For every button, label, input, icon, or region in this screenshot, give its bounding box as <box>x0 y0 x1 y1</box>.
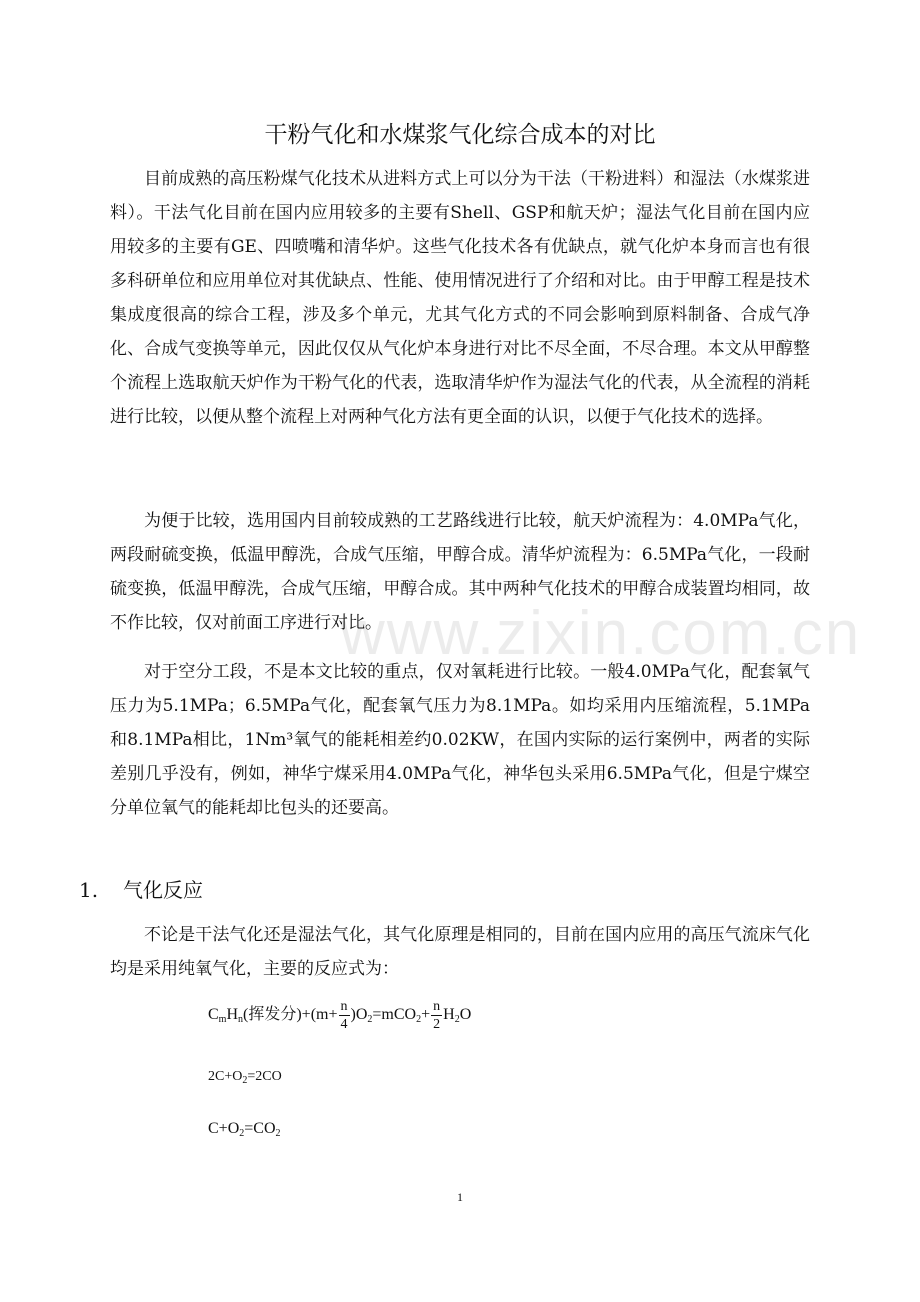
reaction-formula-co: $2C+O_2=2CO$ <box>208 1069 282 1086</box>
reaction-formula-volatiles: $C_mH_n$(挥发分)+(m+ $\frac{n}{4}$ )$O_2=mCO_2+$ $\frac{n}{2}$ $H_2O$ <box>208 999 472 1032</box>
paragraph-gasification-reaction: 不论是干法气化还是湿法气化，其气化原理是相同的，目前在国内应用的高压气流床气化均是采用纯氧气化，主要的反应式为： <box>110 925 810 979</box>
document-title: 干粉气化和水煤浆气化综合成本的对比 <box>264 122 656 148</box>
section-title: 气化反应 <box>123 878 203 902</box>
fraction-n-over-4: $\frac{n}{4}$ <box>340 999 348 1032</box>
reaction-formula-co2: $C+O_2=CO_2$ <box>208 1120 281 1139</box>
paragraph-process-route: 为便于比较，选用国内目前较成熟的工艺路线进行比较，航天炉流程为：4.0MPa气化，两段耐硫变换，低温甲醇洗，合成气压缩，甲醇合成。清华炉流程为：6.5MPa气化，一段耐硫变换，低温甲醇洗，合成气压缩，甲醇合成。其中两种气化技术的甲醇合成装置均相同，故不作比较，仅对前面工序进行对比。 <box>110 511 810 633</box>
page-number: 1 <box>457 1190 463 1204</box>
section-number: 1. <box>79 878 99 902</box>
paragraph-air-separation: 对于空分工段，不是本文比较的重点，仅对氧耗进行比较。一般4.0MPa气化，配套氧气压力为5.1MPa；6.5MPa气化，配套氧气压力为8.1MPa。如均采用内压缩流程，5.1MPa和8.1MPa相比，1Nm³氧气的能耗相差约0.02KW，在国内实际的运行案例中，两者的实际差别几乎没有，例如，神华宁煤采用4.0MPa气化，神华包头采用6.5MPa气化，但是宁煤空分单位氧气的能耗却比包头的还要高。 <box>110 662 810 818</box>
section-heading <box>79 873 203 907</box>
paragraph-intro: 目前成熟的高压粉煤气化技术从进料方式上可以分为干法（干粉进料）和湿法（水煤浆进料）。干法气化目前在国内应用较多的主要有Shell、GSP和航天炉；湿法气化目前在国内应用较多的主要有GE、四喷嘴和清华炉。这些气化技术各有优缺点，就气化炉本身而言也有很多科研单位和应用单位对其优缺点、性能、使用情况进行了介绍和对比。由于甲醇工程是技术集成度很高的综合工程，涉及多个单元，尤其气化方式的不同会影响到原料制备、合成气净化、合成气变换等单元，因此仅仅从气化炉本身进行对比不尽全面，不尽合理。本文从甲醇整个流程上选取航天炉作为干粉气化的代表，选取清华炉作为湿法气化的代表，从全流程的消耗进行比较，以便从整个流程上对两种气化方法有更全面的认识，以便于气化技术的选择。 <box>110 169 810 427</box>
watermark: www.zixin.com.cn <box>340 599 862 668</box>
fraction-n-over-2: $\frac{n}{2}$ <box>433 999 441 1032</box>
